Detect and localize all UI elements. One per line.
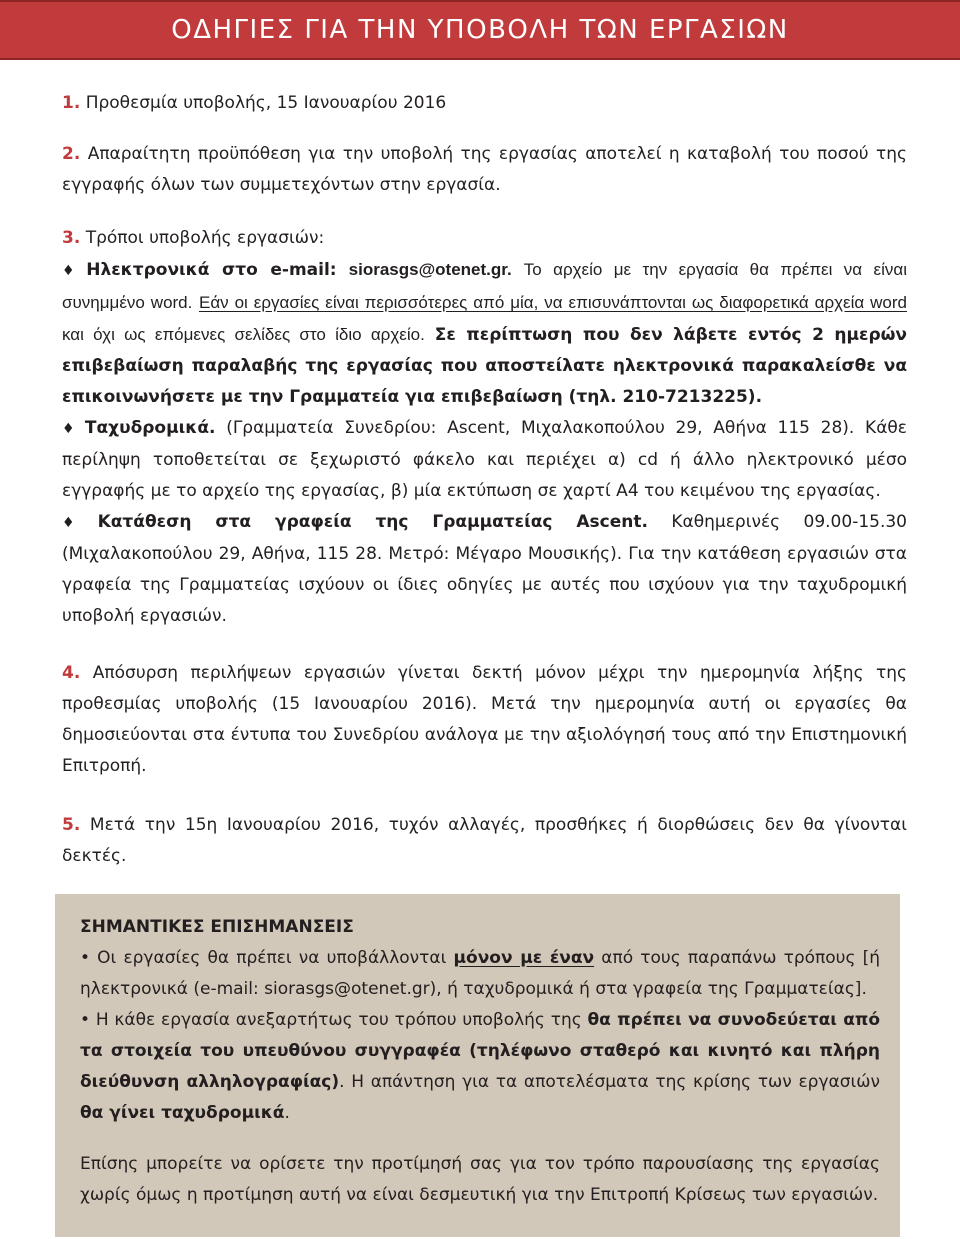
diamond-bullet-icon: ♦ (62, 421, 80, 437)
section-number: 2. (62, 144, 81, 164)
submission-email (62, 254, 907, 413)
bullet-icon: • (80, 1010, 91, 1030)
note-text: . Η απάντηση για τα αποτελέσματα της κρίσης των εργασιών (339, 1072, 880, 1092)
section-text: Προθεσμία υποβολής, 15 Ιανουαρίου 2016 (85, 93, 447, 113)
section-2 (62, 139, 907, 201)
email-text: Το αρχείο με την εργασία θα πρέπει να είναι συνημμένο word. (62, 260, 907, 312)
section-number: 3. (62, 228, 81, 248)
note-1 (80, 943, 880, 1005)
section-text: Απόσυρση περιλήψεων εργασιών γίνεται δεκτή μόνον μέχρι την ημερομηνία λήξης της προθεσμίας υποβολής (15 Ιανουαρίου 2016). Μετά την ημερομηνία αυτή οι εργασίες θα δημοσιεύονται στα έντυπα του Συνεδρίου ανάλογα με την αξιολόγησή τους από την Επιστημονική Επιτροπή. (62, 663, 908, 776)
note-emphasis: μόνον με έναν (453, 948, 595, 968)
note-bold: θα γίνει ταχυδρομικά (80, 1103, 285, 1123)
submission-office (62, 507, 907, 632)
important-notes-box (55, 894, 900, 1237)
note-text: . (284, 1103, 290, 1123)
page-header (0, 0, 960, 60)
section-4 (62, 658, 907, 782)
section-number: 4. (62, 663, 81, 683)
notes-footer: Επίσης μπορείτε να ορίσετε την προτίμησή σας για τον τρόπο παρουσίασης της εργασίας χωρίς όμως η προτίμηση αυτή να είναι δεσμευτική για την Επιτροπή Κρίσεως των εργασιών. (80, 1154, 880, 1205)
post-text: (Γραμματεία Συνεδρίου: Ascent, Μιχαλακοπούλου 29, Αθήνα 115 28). Κάθε περίληψη τοποθετείται σε ξεχωριστό φάκελο και περιέχει α) cd ή άλλο ηλεκτρονικό μέσο εγγραφής με το αρχείο της εργασίας, β) μία εκτύπωση σε χαρτί Α4 του κειμένου της εργασίας. (62, 418, 907, 501)
section-3 (62, 223, 907, 254)
email-text-underlined: Εάν οι εργασίες είναι περισσότερες από μία, να επισυνάπτονται ως διαφορετικά αρχεία word (198, 293, 907, 312)
submission-post (62, 413, 907, 507)
section-number: 5. (62, 815, 81, 835)
email-address[interactable]: siorasgs@otenet.gr. (348, 260, 512, 279)
notes-title: ΣΗΜΑΝΤΙΚΕΣ ΕΠΙΣΗΜΑΝΣΕΙΣ (80, 917, 354, 937)
office-text: Καθημερινές 09.00-15.30 (Μιχαλακοπούλου 29, Αθήνα, 115 28. Μετρό: Μέγαρο Μουσικής). Για την κατάθεση εργασιών στα γραφεία της Γραμματείας ισχύουν οι ίδιες οδηγίες με αυτές που ισχύουν για την ταχυδρομική υποβολή εργασιών. (62, 512, 907, 626)
email-text: και όχι ως επόμενες σελίδες στο ίδιο αρχείο. (62, 325, 425, 344)
section-1 (62, 88, 907, 119)
bullet-icon: • (80, 948, 91, 968)
note-text: Οι εργασίες θα πρέπει να υποβάλλονται (97, 948, 447, 968)
post-label: Ταχυδρομικά. (84, 418, 216, 438)
note-2 (80, 1005, 880, 1129)
section-5 (62, 810, 907, 872)
note-bold: θα πρέπει να συνοδεύεται από τα στοιχεία του υπευθύνου συγγραφέα (τηλέφωνο σταθερό και κινητό και πλήρη διεύθυνση αλληλογραφίας) (80, 1010, 880, 1092)
section-text: Μετά την 15η Ιανουαρίου 2016, τυχόν αλλαγές, προσθήκες ή διορθώσεις δεν θα γίνονται δεκτές. (62, 815, 908, 866)
section-text: Απαραίτητη προϋπόθεση για την υποβολή της εργασίας αποτελεί η καταβολή του ποσού της εγγραφής όλων των συμμετεχόντων στην εργασία. (62, 144, 908, 195)
email-bold-note: Σε περίπτωση που δεν λάβετε εντός 2 ημερών επιβεβαίωση παραλαβής της εργασίας που αποστείλατε ηλεκτρονικά παρακαλείσθε να επικοινωνήσετε με την Γραμματεία για επιβεβαίωση (τηλ. 210-7213225). (62, 325, 907, 407)
office-label: Κατάθεση στα γραφεία της Γραμματείας Ascent. (97, 512, 648, 532)
diamond-bullet-icon: ♦ (62, 263, 82, 279)
note-text: Η κάθε εργασία ανεξαρτήτως του τρόπου υποβολής της (95, 1010, 582, 1030)
page-title: ΟΔΗΓΙΕΣ ΓΙΑ ΤΗΝ ΥΠΟΒΟΛΗ ΤΩΝ ΕΡΓΑΣΙΩΝ (171, 15, 789, 45)
section-number: 1. (62, 93, 81, 113)
instructions-body (62, 88, 907, 872)
section-text: Τρόποι υποβολής εργασιών: (85, 228, 325, 248)
email-label: Ηλεκτρονικά στο e-mail: (86, 260, 337, 280)
note-text: από τους παραπάνω τρόπους [ή ηλεκτρονικά (e-mail: siorasgs@otenet.gr), ή ταχυδρομικά ή στα γραφεία της Γραμματείας]. (80, 948, 880, 999)
diamond-bullet-icon: ♦ (62, 515, 93, 531)
